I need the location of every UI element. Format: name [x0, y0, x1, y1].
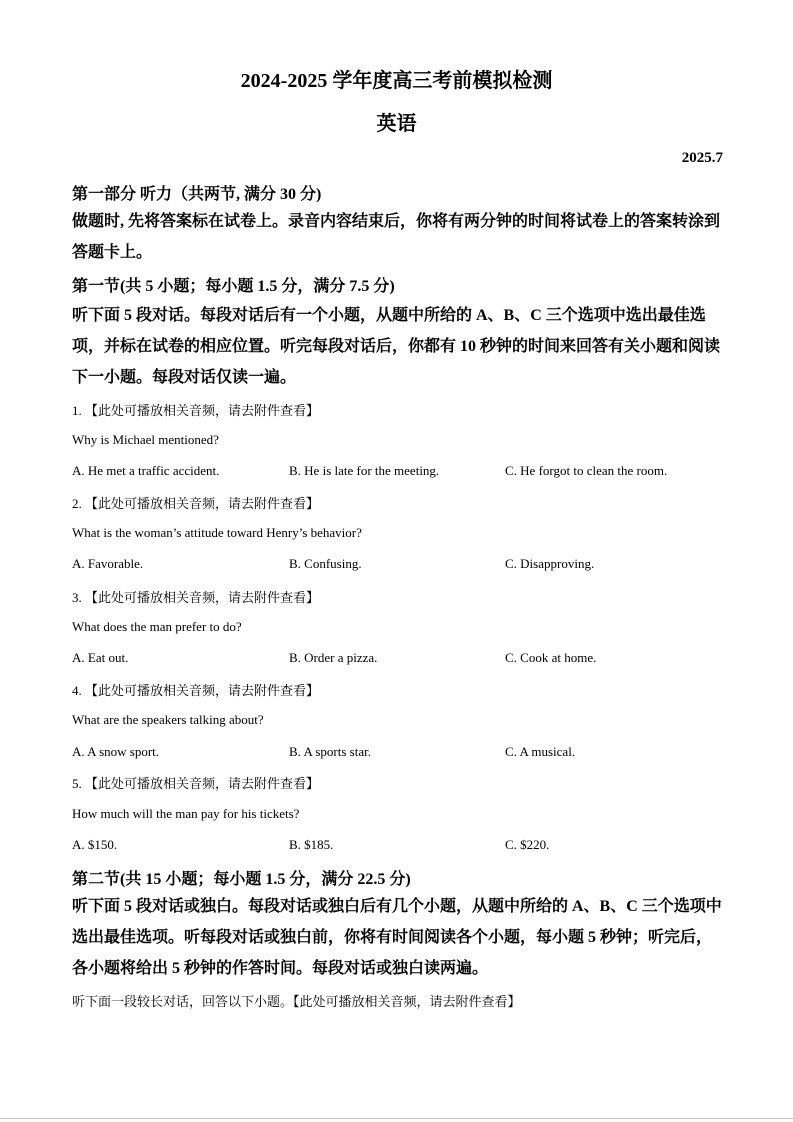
section2-heading: 第二节(共 15 小题；每小题 1.5 分，满分 22.5 分): [72, 871, 411, 888]
audio-prompt-3[interactable]: 3. 【此处可播放相关音频，请去附件查看】: [72, 590, 320, 605]
question-3: What does the man prefer to do?: [72, 619, 242, 634]
option-1c: C. He forgot to clean the room.: [505, 463, 668, 478]
option-1b: B. He is late for the meeting.: [289, 463, 440, 478]
section2-instruction: 听下面 5 段对话或独白。每段对话或独白后有几个小题，从题中所给的 A、B、C 三个选项中选出最佳选项。听每段对话或独白前，你将有时间阅读各个小题，每小题 5 秒钟；听完后，各小题将给出 5 秒钟的作答时间。每段对话或独白读两遍。: [72, 898, 722, 977]
option-3b: B. Order a pizza.: [289, 650, 378, 665]
exam-date: 2025.7: [681, 150, 723, 166]
option-2c: C. Disapproving.: [505, 556, 595, 571]
part1-instruction: 做题时, 先将答案标在试卷上。录音内容结束后，你将有两分钟的时间将试卷上的答案转涂到答题卡上。: [72, 213, 721, 261]
option-2a: A. Favorable.: [72, 556, 144, 571]
part1-heading: 第一部分 听力（共两节, 满分 30 分): [72, 186, 322, 203]
option-5a: A. $150.: [72, 837, 118, 852]
exam-title: 2024-2025 学年度高三考前模拟检测: [240, 70, 553, 92]
section1-heading: 第一节(共 5 小题；每小题 1.5 分，满分 7.5 分): [72, 278, 395, 295]
audio-prompt-4[interactable]: 4. 【此处可播放相关音频，请去附件查看】: [72, 683, 320, 698]
section1-instruction: 听下面 5 段对话。每段对话后有一个小题，从题中所给的 A、B、C 三个选项中选出最佳选项，并标在试卷的相应位置。听完每段对话后，你都有 10 秒钟的时间来回答有关小题和阅读下一小题。每段对话仅读一遍。: [72, 307, 721, 386]
option-4c: C. A musical.: [505, 744, 576, 759]
option-1a: A. He met a traffic accident.: [72, 463, 220, 478]
question-2: What is the woman’s attitude toward Henry’s behavior?: [72, 525, 362, 540]
question-1: Why is Michael mentioned?: [72, 432, 219, 447]
option-4b: B. A sports star.: [289, 744, 371, 759]
section2-audio-prompt[interactable]: 听下面一段较长对话，回答以下小题。【此处可播放相关音频，请去附件查看】: [72, 994, 521, 1009]
audio-prompt-2[interactable]: 2. 【此处可播放相关音频，请去附件查看】: [72, 496, 320, 511]
page-bottom-divider: [0, 1118, 793, 1119]
exam-subject: 英语: [376, 113, 417, 135]
option-3c: C. Cook at home.: [505, 650, 597, 665]
option-5c: C. $220.: [505, 837, 550, 852]
option-3a: A. Eat out.: [72, 650, 129, 665]
audio-prompt-5[interactable]: 5. 【此处可播放相关音频，请去附件查看】: [72, 776, 320, 791]
audio-prompt-1[interactable]: 1. 【此处可播放相关音频，请去附件查看】: [72, 403, 320, 418]
option-5b: B. $185.: [289, 837, 334, 852]
question-4: What are the speakers talking about?: [72, 712, 264, 727]
question-5: How much will the man pay for his tickets?: [72, 806, 300, 821]
option-4a: A. A snow sport.: [72, 744, 160, 759]
option-2b: B. Confusing.: [289, 556, 362, 571]
